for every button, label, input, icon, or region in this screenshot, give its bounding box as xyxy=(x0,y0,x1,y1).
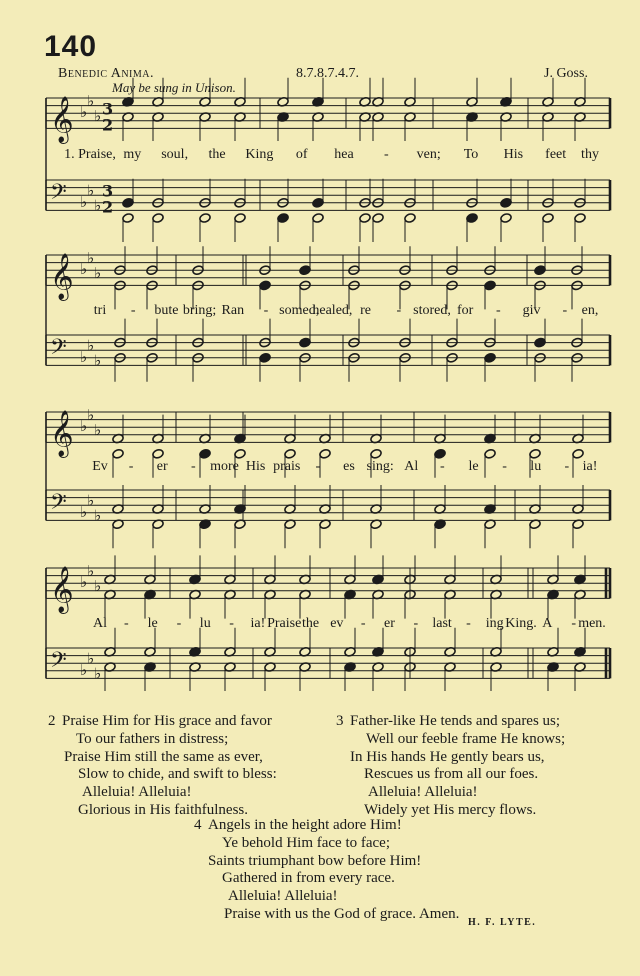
note-head xyxy=(199,448,211,459)
verse-line: Gathered in from every race. xyxy=(222,870,395,887)
meter: 8.7.8.7.4.7. xyxy=(296,66,359,81)
note-head xyxy=(529,448,541,459)
lyric-syllable: for xyxy=(457,303,474,318)
composer: J. Goss. xyxy=(544,66,588,81)
time-signature: 3 xyxy=(102,181,114,201)
note-head xyxy=(122,197,134,208)
verse-line: Alleluia! Alleluia! xyxy=(228,888,338,905)
lyric-syllable: ev xyxy=(330,616,344,631)
flat-icon: ♭ xyxy=(94,506,102,525)
verse-line: Praise with us the God of grace. Amen. xyxy=(224,905,460,922)
flat-icon: ♭ xyxy=(80,192,88,211)
note-head xyxy=(404,213,416,224)
flat-icon: ♭ xyxy=(87,405,95,424)
verse-2 xyxy=(48,713,277,820)
note-head xyxy=(574,213,586,224)
lyric-syllable: A xyxy=(542,616,553,631)
lyric-syllable: hea xyxy=(334,147,354,162)
note-head xyxy=(434,448,446,459)
flat-icon: ♭ xyxy=(80,417,88,436)
lyric-syllable: bute xyxy=(154,303,179,318)
flat-icon: ♭ xyxy=(87,561,95,580)
bass-clef-icon: 𝄢 xyxy=(50,334,67,365)
lyric-syllable: of xyxy=(295,147,308,162)
flat-icon: ♭ xyxy=(80,103,88,122)
lyric-syllable: my xyxy=(123,147,142,162)
flat-icon: ♭ xyxy=(80,660,88,679)
lyric-syllable: - xyxy=(130,303,136,318)
lyric-syllable: - xyxy=(383,147,389,162)
note-head xyxy=(534,265,546,276)
lyric-syllable: tri xyxy=(93,303,107,318)
verse-line: To our fathers in distress; xyxy=(76,730,229,747)
verse-line: Widely yet His mercy flows. xyxy=(364,801,537,818)
verse-number: 2 xyxy=(48,713,56,729)
lyric-syllable: To xyxy=(463,147,479,162)
lyric-syllable: somed, xyxy=(279,303,320,318)
lyric-syllable: - xyxy=(176,616,182,631)
verse-line: Glorious in His faithfulness. xyxy=(78,801,248,818)
lyric-syllable: er xyxy=(384,616,395,631)
lyric-syllable: Praise xyxy=(267,616,302,631)
lyric-syllable: the xyxy=(301,616,320,631)
lyric-syllable: - xyxy=(413,616,419,631)
flat-icon: ♭ xyxy=(87,491,95,510)
lyric-syllable: - xyxy=(128,459,134,474)
flat-icon: ♭ xyxy=(94,664,102,683)
note-head xyxy=(484,280,496,291)
verse-line: Ye behold Him face to face; xyxy=(222,834,391,851)
flat-icon: ♭ xyxy=(94,351,102,370)
note-head xyxy=(259,280,271,291)
bass-clef-icon: 𝄢 xyxy=(50,179,67,210)
note-head xyxy=(312,197,324,208)
flat-icon: ♭ xyxy=(80,260,88,279)
note-head xyxy=(500,213,512,224)
verse-line: 4 Angels in the height adore Him! xyxy=(194,817,402,833)
note-head xyxy=(299,265,311,276)
lyric-syllable: ven; xyxy=(416,147,441,162)
time-signature: 3 xyxy=(102,99,114,119)
note-head xyxy=(284,448,296,459)
lyric-syllable: ing xyxy=(485,616,504,631)
lyric-syllable: 1. Praise, xyxy=(64,147,116,162)
verse-line: 2 Praise Him for His grace and favor xyxy=(48,713,272,729)
verse-line: In His hands He gently bears us, xyxy=(350,748,545,765)
note-head xyxy=(112,448,124,459)
lyric-syllable: ia! xyxy=(250,616,266,631)
lyric-syllable: sing: xyxy=(366,459,394,474)
lyric-syllable: stored, xyxy=(413,303,451,318)
verse-line: Saints triumphant bow before Him! xyxy=(208,852,422,869)
lyric-syllable: lu xyxy=(530,459,542,474)
lyric-syllable: Al xyxy=(93,616,107,631)
flat-icon: ♭ xyxy=(94,264,102,282)
time-signature: 2 xyxy=(102,115,114,135)
verse-line: Alleluia! Alleluia! xyxy=(368,784,478,801)
verse-number: 3 xyxy=(336,713,344,729)
note-head xyxy=(484,448,496,459)
note-head xyxy=(277,213,289,224)
lyric-syllable: Ran xyxy=(221,303,245,318)
flat-icon: ♭ xyxy=(94,196,102,215)
treble-clef-icon: 𝄞 xyxy=(50,566,74,613)
flat-icon: ♭ xyxy=(87,181,95,200)
flat-icon: ♭ xyxy=(87,649,95,668)
treble-clef-icon: 𝄞 xyxy=(50,410,74,457)
lyric-syllable: feet xyxy=(545,147,567,162)
lyric-syllable: es xyxy=(343,459,355,474)
note-head xyxy=(466,213,478,224)
lyric-syllable: King xyxy=(245,147,274,162)
lyric-syllable: le xyxy=(468,459,479,474)
lyric-syllable: - xyxy=(396,303,402,318)
note-head xyxy=(152,448,164,459)
lyric-syllable: giv xyxy=(522,303,541,318)
verse-line: Slow to chide, and swift to bless: xyxy=(78,766,277,783)
lyric-syllable: - xyxy=(562,303,568,318)
verse-number: 4 xyxy=(194,817,202,833)
note-head xyxy=(122,213,134,224)
lyric-syllable: - xyxy=(440,459,445,474)
note-head xyxy=(234,213,246,224)
flat-icon: ♭ xyxy=(80,573,88,592)
verse-3 xyxy=(336,713,565,820)
lyric-syllable: Al xyxy=(404,459,419,474)
flat-icon: ♭ xyxy=(94,421,102,439)
lyric-syllable: - xyxy=(571,616,577,631)
treble-clef-icon: 𝄞 xyxy=(50,253,74,300)
note-head xyxy=(534,337,546,348)
hymn-number: 140 xyxy=(44,30,98,63)
note-head xyxy=(319,448,331,459)
author: H. F. LYTE. xyxy=(468,917,537,928)
note-head xyxy=(500,197,512,208)
lyric-syllable: - xyxy=(315,459,321,474)
flat-icon: ♭ xyxy=(80,347,88,366)
lyric-syllable: King. xyxy=(505,616,537,631)
lyric-syllable: - xyxy=(263,303,269,318)
note-head xyxy=(312,213,324,224)
lyric-syllable: - xyxy=(502,459,507,474)
note-head xyxy=(234,448,246,459)
lyric-syllable: - xyxy=(123,616,129,631)
lyric-syllable: bring; xyxy=(182,303,217,318)
lyric-syllable: men. xyxy=(578,616,606,631)
flat-icon: ♭ xyxy=(94,577,102,595)
lyric-syllable: - xyxy=(360,616,366,631)
time-signature: 2 xyxy=(102,197,114,217)
verse-line: Well our feeble frame He knows; xyxy=(366,730,566,747)
lyric-syllable: more xyxy=(210,459,239,474)
lyric-syllable: the xyxy=(208,147,226,162)
note-head xyxy=(572,448,584,459)
lyric-syllable: er xyxy=(156,459,168,474)
note-head xyxy=(152,213,164,224)
verse-line: Praise Him still the same as ever, xyxy=(64,748,263,765)
lyric-syllable: - xyxy=(229,616,234,631)
lyric-syllable: last xyxy=(432,616,452,631)
verse-line: Rescues us from all our foes. xyxy=(364,766,539,783)
flat-icon: ♭ xyxy=(87,91,95,110)
lyric-syllable: - xyxy=(496,303,501,318)
lyric-syllable: prais xyxy=(273,459,301,474)
lyric-syllable: healed, xyxy=(312,303,353,318)
flat-icon: ♭ xyxy=(94,107,102,125)
lyric-syllable: ia! xyxy=(582,459,598,474)
note-head xyxy=(199,213,211,224)
treble-clef-icon: 𝄞 xyxy=(50,96,74,143)
note-head xyxy=(370,448,382,459)
note-head xyxy=(259,352,271,363)
lyric-syllable: lu xyxy=(199,616,211,631)
lyric-syllable: le xyxy=(147,616,158,631)
note-head xyxy=(372,213,384,224)
verse-4 xyxy=(194,817,459,924)
bass-clef-icon: 𝄢 xyxy=(50,647,67,678)
note-head xyxy=(484,352,496,363)
verse-line: 3 Father-like He tends and spares us; xyxy=(336,713,561,729)
verse-line: Alleluia! Alleluia! xyxy=(82,784,192,801)
note-head xyxy=(359,213,371,224)
lyric-syllable: re xyxy=(360,303,372,318)
lyric-syllable: thy xyxy=(581,147,599,162)
bass-clef-icon: 𝄢 xyxy=(50,489,67,520)
tune-name: Benedic Anima. xyxy=(58,66,155,81)
lyric-syllable: - xyxy=(191,459,196,474)
performance-direction: May be sung in Unison. xyxy=(112,80,236,95)
lyric-syllable: His xyxy=(245,459,266,474)
lyric-syllable: - xyxy=(466,616,471,631)
note-head xyxy=(542,213,554,224)
lyric-syllable: Ev xyxy=(92,459,108,474)
flat-icon: ♭ xyxy=(87,248,95,267)
lyric-syllable: - xyxy=(564,459,570,474)
lyric-syllable: His xyxy=(503,147,524,162)
note-head xyxy=(299,337,311,348)
lyric-syllable: en, xyxy=(581,303,599,318)
flat-icon: ♭ xyxy=(87,336,95,355)
lyric-syllable: soul, xyxy=(161,147,189,162)
flat-icon: ♭ xyxy=(80,502,88,521)
